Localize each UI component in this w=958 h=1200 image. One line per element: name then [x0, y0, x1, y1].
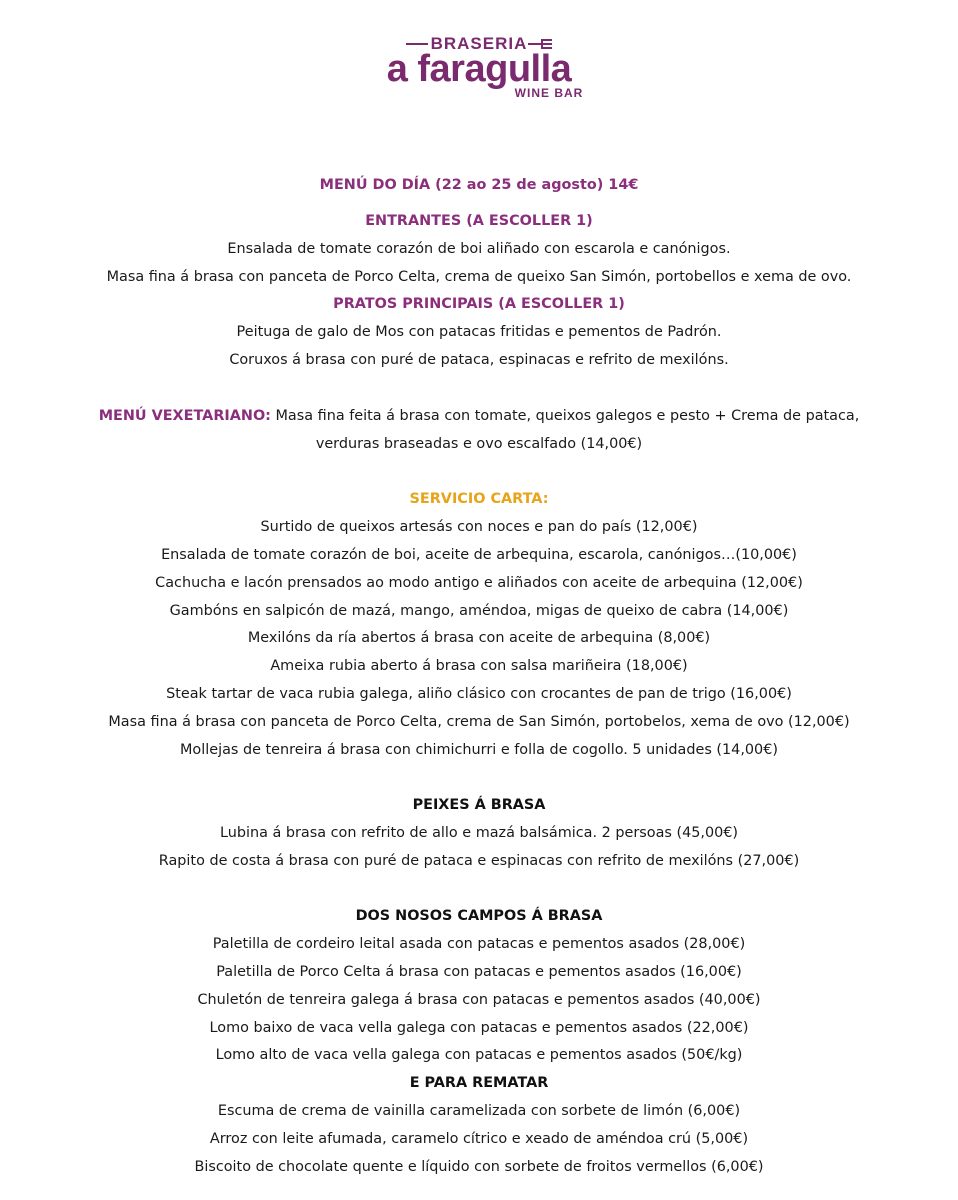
- vexetariano-label: MENÚ VEXETARIANO:: [98, 408, 271, 424]
- carta-item: Ameixa rubia aberto á brasa con salsa mariñeira (18,00€): [270, 658, 688, 674]
- rematar-item: Arroz con leite afumada, caramelo cítrico e xeado de améndoa crú (5,00€): [209, 1131, 749, 1147]
- carta-item: Ensalada de tomate corazón de boi, aceite de arbequina, escarola, canónigos…(10,00€): [161, 547, 797, 563]
- carta-item: Mollejas de tenreira á brasa con chimichurri e folla de cogollo. 5 unidades (14,00€): [180, 742, 778, 758]
- principal-item: Coruxos á brasa con puré de pataca, espinacas e refrito de mexilóns.: [229, 352, 729, 368]
- campos-item: Chuletón de tenreira galega á brasa con patacas e pementos asados (40,00€): [197, 992, 761, 1008]
- campos-item: Lomo alto de vaca vella galega con patacas e pementos asados (50€/kg): [215, 1047, 743, 1063]
- logo-top-text: BRASERIA: [430, 34, 528, 53]
- rematar-item: Biscoito de chocolate quente e líquido con sorbete de froitos vermellos (6,00€): [194, 1159, 764, 1175]
- rematar-heading: E PARA REMATAR: [409, 1075, 549, 1091]
- carta-item: Masa fina á brasa con panceta de Porco Celta, crema de San Simón, portobelos, xema de ovo (12,00€): [108, 714, 850, 730]
- restaurant-logo: [0, 34, 958, 104]
- logo-sub-text: WINE BAR: [514, 86, 584, 100]
- peixes-heading: PEIXES Á BRASA: [412, 797, 546, 813]
- logo-main-text: a faragulla: [386, 48, 572, 90]
- carta-item: Cachucha e lacón prensados ao modo antigo e aliñados con aceite de arbequina (12,00€): [155, 575, 803, 591]
- menu-dia-title: MENÚ DO DÍA (22 ao 25 de agosto) 14€: [319, 177, 639, 193]
- entrante-item: Ensalada de tomate corazón de boi aliñado con escarola e canónigos.: [227, 241, 731, 257]
- rematar-item: Escuma de crema de vainilla caramelizada con sorbete de limón (6,00€): [217, 1103, 741, 1119]
- carta-item: Mexilóns da ría abertos á brasa con aceite de arbequina (8,00€): [247, 630, 711, 646]
- principais-heading: PRATOS PRINCIPAIS (A ESCOLLER 1): [333, 296, 625, 312]
- principal-item: Peituga de galo de Mos con patacas fritidas e pementos de Padrón.: [236, 324, 722, 340]
- carta-heading: SERVICIO CARTA:: [409, 491, 549, 507]
- carta-item: Gambóns en salpicón de mazá, mango, améndoa, migas de queixo de cabra (14,00€): [169, 603, 789, 619]
- entrante-item: Masa fina á brasa con panceta de Porco Celta, crema de queixo San Simón, portobellos e xema de ovo.: [106, 269, 852, 285]
- campos-item: Paletilla de Porco Celta á brasa con patacas e pementos asados (16,00€): [216, 964, 742, 980]
- vexetariano-text: Masa fina feita á brasa con tomate, queixos galegos e pesto + Crema de pataca,: [270, 408, 860, 424]
- vexetariano-line1: [0, 407, 958, 425]
- campos-item: Lomo baixo de vaca vella galega con patacas e pementos asados (22,00€): [209, 1020, 749, 1036]
- campos-item: Paletilla de cordeiro leital asada con patacas e pementos asados (28,00€): [212, 936, 746, 952]
- peixes-item: Lubina á brasa con refrito de allo e mazá balsámica. 2 persoas (45,00€): [219, 825, 739, 841]
- carta-item: Surtido de queixos artesás con noces e pan do país (12,00€): [260, 519, 698, 535]
- entrantes-heading: ENTRANTES (A ESCOLLER 1): [365, 213, 593, 229]
- peixes-item: Rapito de costa á brasa con puré de pataca e espinacas con refrito de mexilóns (27,00€): [158, 853, 800, 869]
- carta-item: Steak tartar de vaca rubia galega, aliño clásico con crocantes de pan de trigo (16,00€): [166, 686, 792, 702]
- campos-heading: DOS NOSOS CAMPOS Á BRASA: [355, 908, 603, 924]
- vexetariano-line2: verduras braseadas e ovo escalfado (14,00€): [315, 436, 643, 452]
